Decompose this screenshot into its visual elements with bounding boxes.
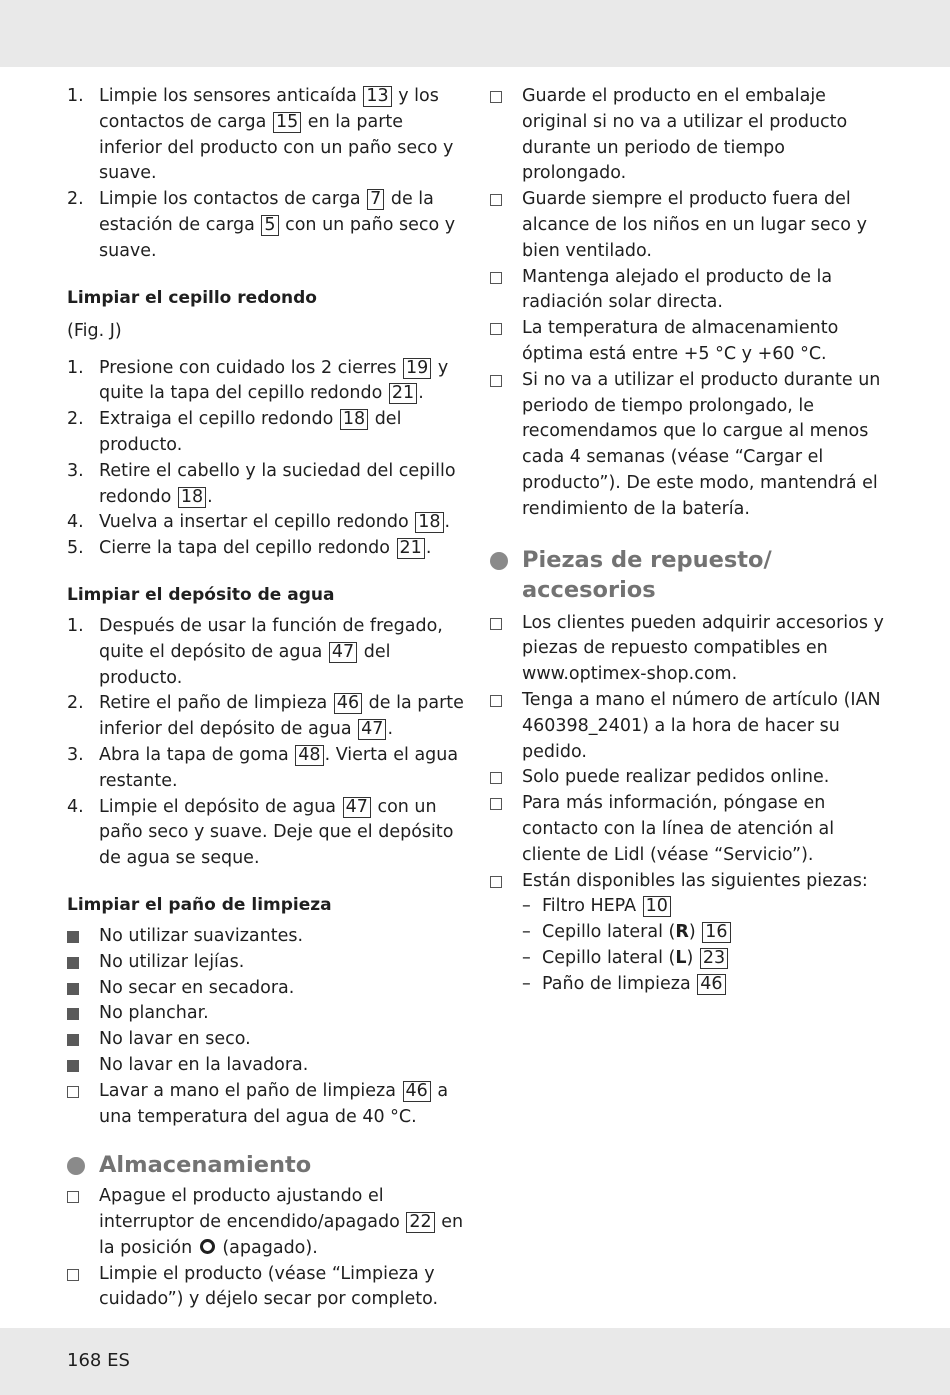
right-column: [490, 84, 885, 998]
checkbox-bullet-icon: [67, 1269, 79, 1281]
list-item: Guarde el producto en el embalaje original si no va a utilizar el producto durante un periodo de tiempo prolongado.: [490, 84, 885, 187]
sub-list-item: – Cepillo lateral (R) 16: [490, 920, 885, 946]
section-heading-parts: Piezas de repuesto/ accesorios: [490, 545, 885, 605]
list-item: No planchar.: [67, 1001, 467, 1027]
page-number: 168 ES: [67, 1350, 130, 1371]
list-item: 1. Presione con cuidado los 2 cierres 19 y quite la tapa del cepillo redondo 21 .: [67, 357, 449, 404]
ref-number: 18: [340, 409, 368, 430]
sub-list-item: – Filtro HEPA 10: [490, 894, 885, 920]
ref-number: 10: [643, 896, 671, 917]
section-heading-storage: Almacenamiento: [67, 1150, 467, 1180]
checkbox-bullet-icon: [490, 375, 502, 387]
checkbox-bullet-icon: [67, 1086, 79, 1098]
ref-number: 47: [358, 719, 386, 740]
dash-bullet-icon: –: [522, 922, 531, 943]
list-item: Tenga a mano el número de artículo (IAN 460398_2401) a la hora de hacer su pedido.: [490, 688, 885, 765]
subheading-brush: Limpiar el cepillo redondo: [67, 287, 317, 308]
list-item: No lavar en seco.: [67, 1027, 467, 1053]
subheading-cloth: Limpiar el paño de limpieza: [67, 894, 332, 915]
ref-number: 5: [261, 215, 278, 236]
figure-ref: (Fig. J): [67, 320, 122, 341]
ref-number: 23: [700, 948, 728, 969]
ref-number: 46: [697, 974, 725, 995]
list-item: No utilizar lejías.: [67, 950, 467, 976]
ref-number: 48: [295, 745, 323, 766]
sub-list-item: – Cepillo lateral (L) 23: [490, 946, 885, 972]
ref-number: 13: [363, 86, 391, 107]
list-item: Apague el producto ajustando el interruptor de encendido/apagado 22 en la posición (apagado).: [67, 1184, 467, 1261]
dash-bullet-icon: –: [522, 896, 531, 917]
checkbox-bullet-icon: [490, 272, 502, 284]
filled-square-bullet-icon: [67, 931, 79, 943]
list-item: Limpie el producto (véase “Limpieza y cuidado”) y déjelo secar por completo.: [67, 1262, 467, 1314]
subheading-tank: Limpiar el depósito de agua: [67, 584, 335, 605]
ref-number: 22: [406, 1212, 434, 1233]
filled-square-bullet-icon: [67, 983, 79, 995]
list-item: La temperatura de almacenamiento óptima está entre +5 °C y +60 °C.: [490, 316, 885, 368]
ref-number: 47: [329, 642, 357, 663]
ref-number: 46: [334, 693, 362, 714]
checkbox-bullet-icon: [490, 618, 502, 630]
list-item: 2. Extraiga el cepillo redondo 18 del producto.: [67, 409, 402, 455]
ref-number: 15: [273, 112, 301, 133]
filled-square-bullet-icon: [67, 1034, 79, 1046]
filled-square-bullet-icon: [67, 1060, 79, 1072]
checkbox-bullet-icon: [490, 798, 502, 810]
ref-number: 18: [415, 512, 443, 533]
list-item: 3. Abra la tapa de goma 48 . Vierta el agua restante.: [67, 744, 459, 791]
list-item: Solo puede realizar pedidos online.: [490, 765, 885, 791]
list-item: Lavar a mano el paño de limpieza 46 a una temperatura del agua de 40 °C.: [67, 1079, 467, 1131]
list-item: 5. Cierre la tapa del cepillo redondo 21 .: [67, 538, 432, 559]
list-item: Si no va a utilizar el producto durante un periodo de tiempo prolongado, le recomendamos que lo cargue al menos cada 4 semanas (véase “Cargar el producto”). De este modo, mantendrá el rendimiento de la batería.: [490, 368, 885, 523]
ref-number: 16: [702, 922, 730, 943]
footer-band: [0, 1328, 950, 1395]
ref-number: 21: [389, 383, 417, 404]
list-item: 4. Vuelva a insertar el cepillo redondo 18 .: [67, 512, 451, 533]
ref-number: 21: [397, 538, 425, 559]
checkbox-bullet-icon: [490, 323, 502, 335]
ref-number: 47: [343, 797, 371, 818]
checkbox-bullet-icon: [490, 695, 502, 707]
checkbox-bullet-icon: [490, 772, 502, 784]
header-band: [0, 0, 950, 67]
section-bullet-icon: [490, 552, 508, 570]
checkbox-bullet-icon: [490, 876, 502, 888]
sub-list-item: – Paño de limpieza 46: [490, 972, 885, 998]
checkbox-bullet-icon: [67, 1191, 79, 1203]
list-item: No lavar en la lavadora.: [67, 1053, 467, 1079]
list-item: Guarde siempre el producto fuera del alcance de los niños en un lugar seco y bien ventilado.: [490, 187, 885, 264]
power-off-icon: [200, 1239, 215, 1254]
filled-square-bullet-icon: [67, 1008, 79, 1020]
list-item: 1. Limpie los sensores anticaída 13 y los contactos de carga 15 en la parte inferior del producto con un paño seco y suave.: [67, 86, 454, 184]
dash-bullet-icon: –: [522, 973, 531, 994]
ref-number: 18: [178, 487, 206, 508]
list-item: Para más información, póngase en contacto con la línea de atención al cliente de Lidl (véase “Servicio”).: [490, 791, 885, 868]
list-item: No secar en secadora.: [67, 976, 467, 1002]
filled-square-bullet-icon: [67, 957, 79, 969]
list-item: 3. Retire el cabello y la suciedad del cepillo redondo 18 .: [67, 460, 456, 507]
list-item: Los clientes pueden adquirir accesorios y piezas de repuesto compatibles en www.optimex-shop.com.: [490, 611, 885, 688]
list-item: 2. Retire el paño de limpieza 46 de la parte inferior del depósito de agua 47 .: [67, 693, 464, 740]
left-column: [67, 84, 467, 1313]
list-item: Están disponibles las siguientes piezas:: [490, 869, 885, 895]
list-item: 2. Limpie los contactos de carga 7 de la estación de carga 5 con un paño seco y suave.: [67, 189, 456, 261]
list-item: Mantenga alejado el producto de la radiación solar directa.: [490, 265, 885, 317]
list-item: No utilizar suavizantes.: [67, 924, 467, 950]
ref-number: 46: [403, 1081, 431, 1102]
ref-number: 7: [367, 189, 384, 210]
list-item: 1. Después de usar la función de fregado, quite el depósito de agua 47 del producto.: [67, 615, 443, 688]
checkbox-bullet-icon: [490, 91, 502, 103]
dash-bullet-icon: –: [522, 947, 531, 968]
ref-number: 19: [403, 358, 431, 379]
checkbox-bullet-icon: [490, 194, 502, 206]
list-item: 4. Limpie el depósito de agua 47 con un paño seco y suave. Deje que el depósito de agua se seque.: [67, 796, 454, 869]
